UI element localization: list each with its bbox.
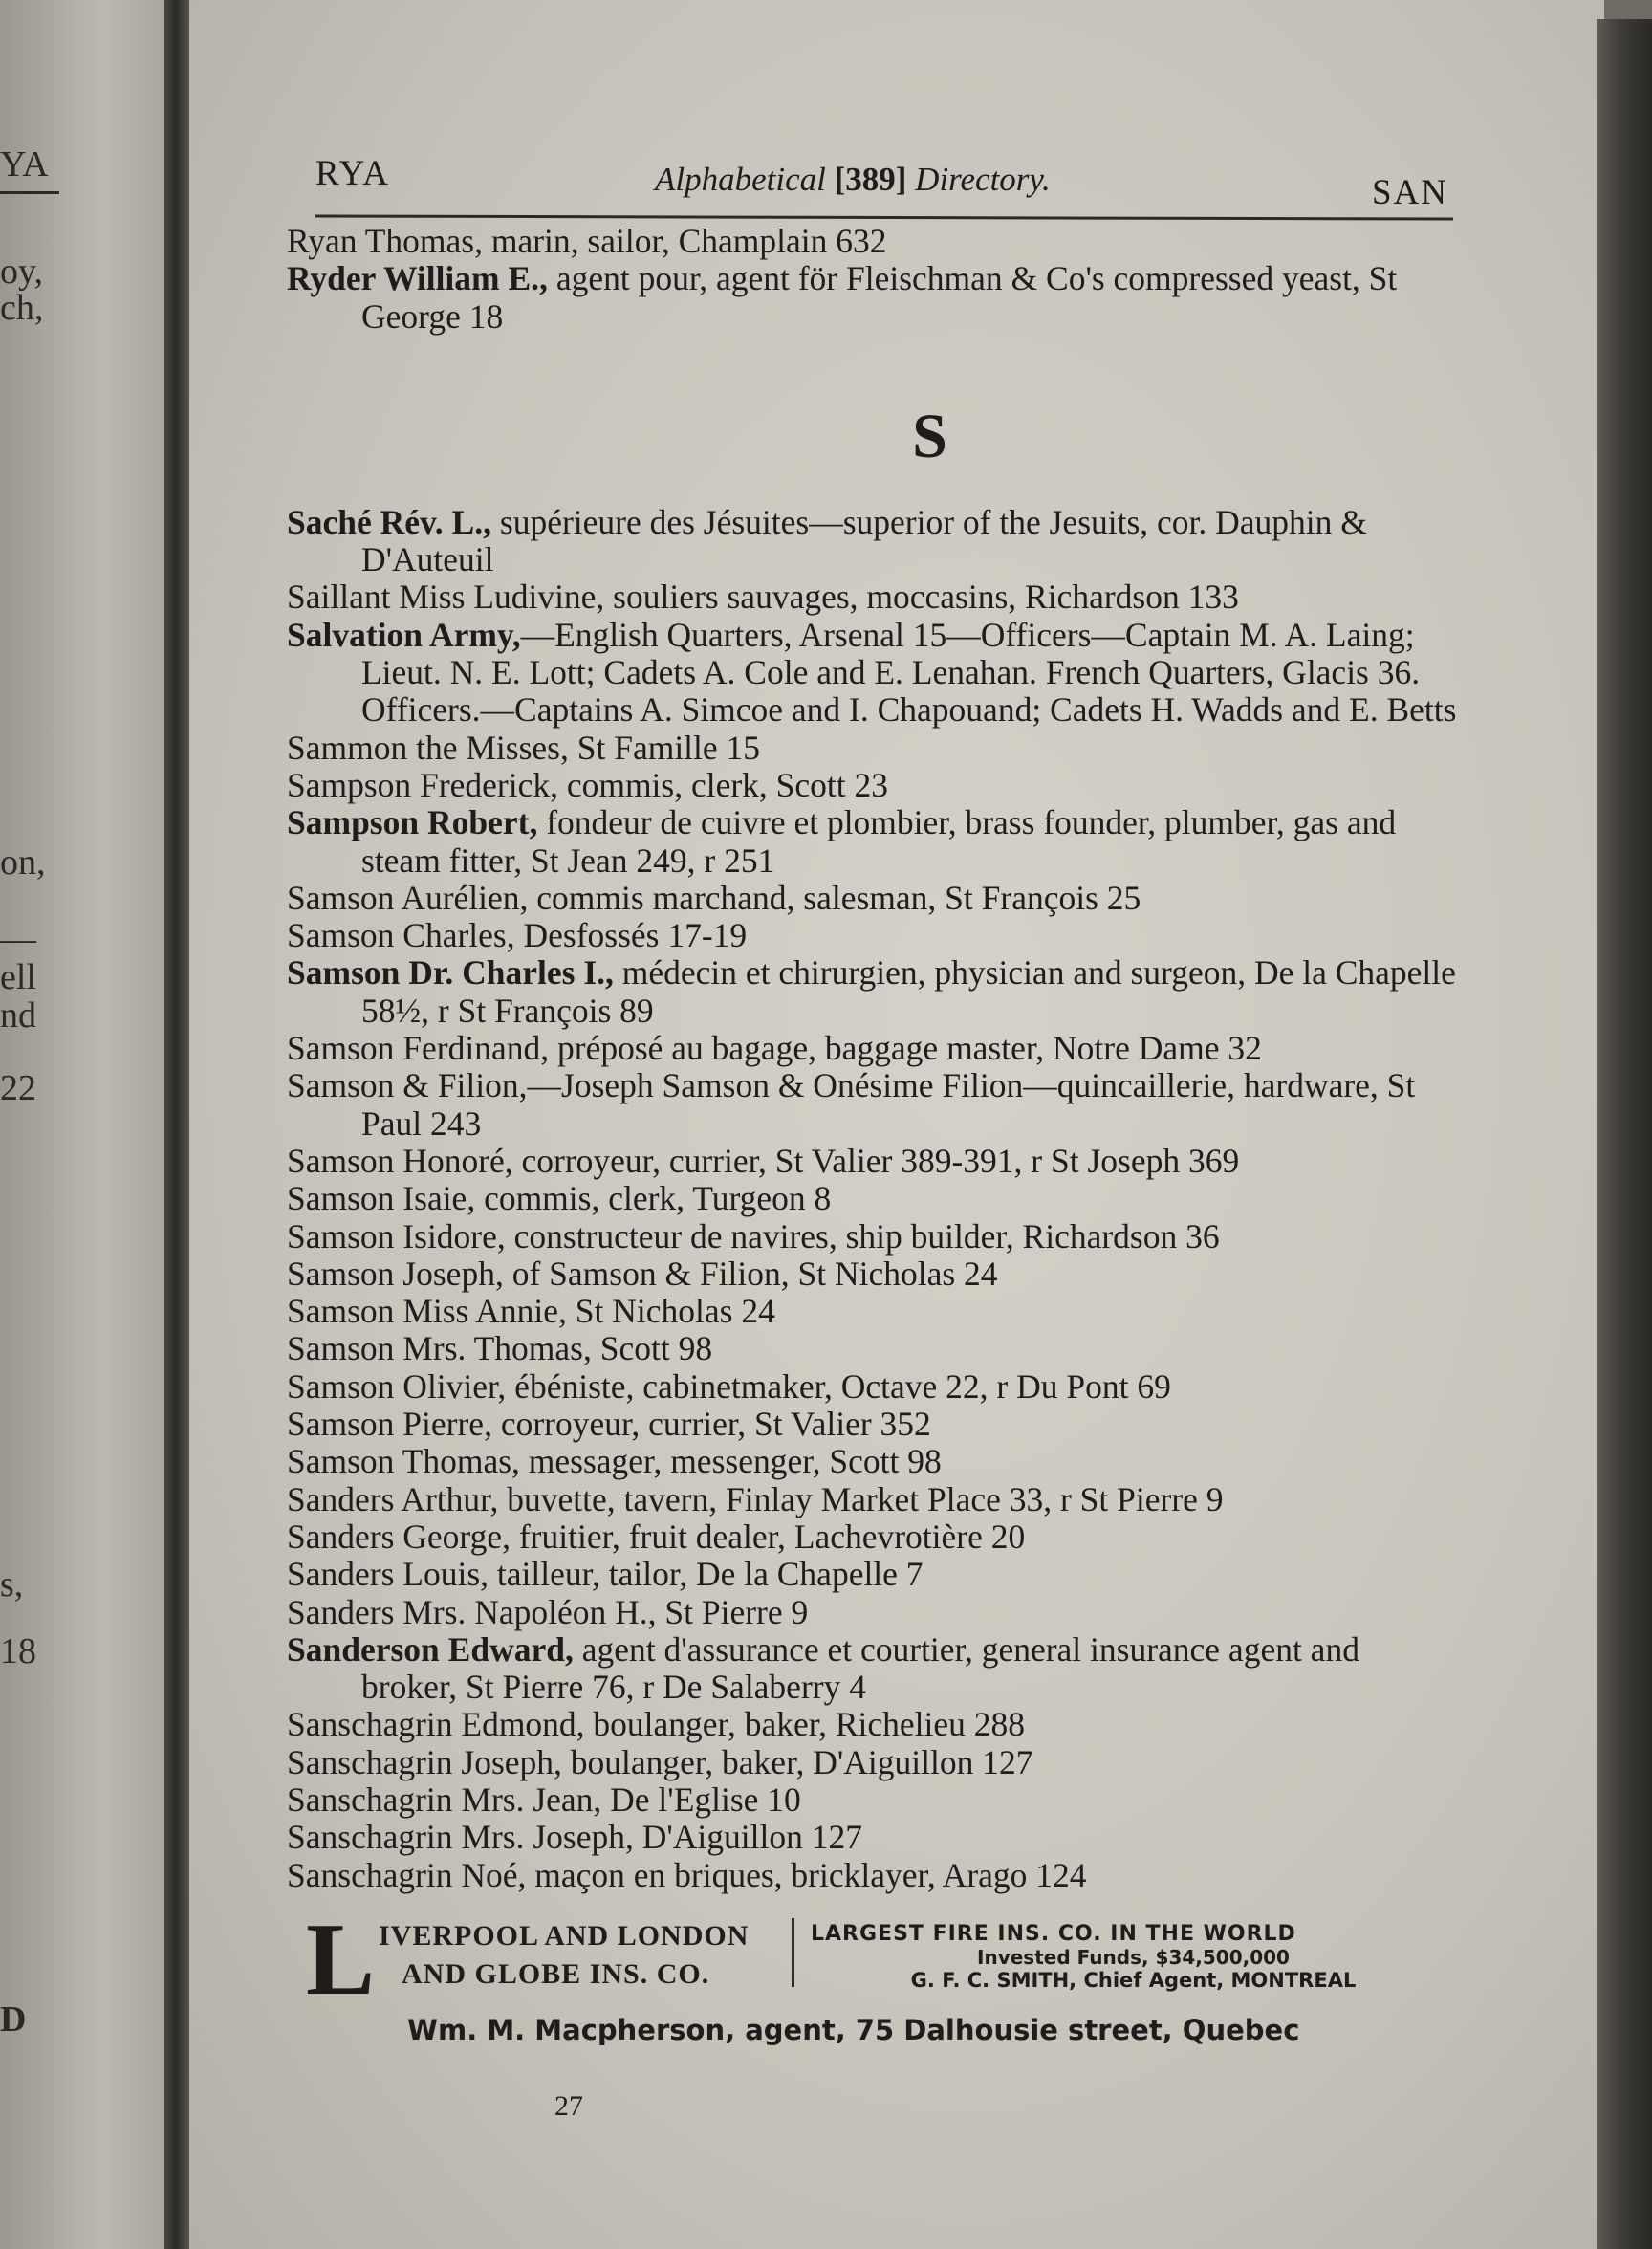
directory-entry [287, 260, 1458, 336]
ad-chief-agent: G. F. C. SMITH, Chief Agent, MONTREAL [910, 1969, 1357, 1992]
left-page-text-fragment: — [0, 919, 36, 959]
entry-text: Samson Joseph, of Samson & Filion, St Nicholas 24 [287, 1254, 998, 1293]
left-page-text-fragment: on, [0, 842, 46, 883]
directory-entry [287, 954, 1458, 1030]
spacer [287, 336, 1458, 391]
entry-text: Sampson Frederick, commis, clerk, Scott 23 [287, 765, 889, 804]
entry-text: Samson Honoré, corroyeur, currier, St Valier 389-391, r St Joseph 369 [287, 1141, 1240, 1180]
header-title-text: Directory. [906, 161, 1051, 198]
directory-entry [287, 1819, 1458, 1856]
entry-text: Sanschagrin Joseph, boulanger, baker, D'Aiguillon 127 [287, 1742, 1033, 1781]
entry-text: Samson Miss Annie, St Nicholas 24 [287, 1292, 775, 1331]
entry-text: Samson Ferdinand, préposé au bagage, baggage master, Notre Dame 32 [287, 1029, 1262, 1068]
directory-entry [287, 880, 1458, 917]
entry-text: Saillant Miss Ludivine, souliers sauvages, moccasins, Richardson 133 [287, 578, 1239, 617]
directory-entry [287, 1481, 1458, 1518]
left-page-text-fragment: oy, [0, 251, 44, 292]
ad-company-name [379, 1917, 749, 1994]
insurance-advertisement [287, 1903, 1458, 2065]
entry-bold-name: Samson Dr. Charles I., [287, 953, 614, 993]
ad-local-agent: Wm. M. Macpherson, agent, 75 Dalhousie street, Quebec [407, 2014, 1300, 2046]
directory-entry [287, 1330, 1458, 1367]
entry-text: Samson Thomas, messager, messenger, Scott 98 [287, 1442, 942, 1481]
entry-bold-name: Sanderson Edward, [287, 1629, 574, 1669]
entry-text: Samson Olivier, ébéniste, cabinetmaker, Octave 22, r Du Pont 69 [287, 1366, 1171, 1406]
directory-entry [287, 767, 1458, 804]
left-page-text-fragment: 22 [0, 1068, 36, 1108]
left-page-header-rule [0, 191, 59, 194]
left-page-text-fragment: ch, [0, 288, 44, 328]
entry-text: Samson Mrs. Thomas, Scott 98 [287, 1329, 713, 1368]
left-page-text-fragment: 18 [0, 1631, 36, 1671]
entry-text: Samson Isaie, commis, clerk, Turgeon 8 [287, 1179, 832, 1218]
entry-text: Sanders Mrs. Napoléon H., St Pierre 9 [287, 1592, 809, 1631]
entry-text: Ryan Thomas, marin, sailor, Champlain 632 [287, 222, 887, 260]
directory-entry [287, 1256, 1458, 1293]
directory-entry [287, 1556, 1458, 1593]
page-edge [1597, 19, 1652, 2249]
entry-text: agent pour, agent för Fleischman & Co's compressed yeast, St George 18 [361, 259, 1398, 336]
header-last-key: SAN [1371, 173, 1448, 212]
directory-entry [287, 1406, 1458, 1443]
entry-text: Samson Pierre, corroyeur, currier, St Valier 352 [287, 1405, 931, 1444]
entry-text: Sanschagrin Noé, maçon en briques, bricklayer, Arago 124 [287, 1855, 1087, 1894]
directory-entry [287, 1706, 1458, 1743]
ad-divider [792, 1918, 794, 1987]
header-title [655, 161, 1051, 199]
directory-entry [287, 617, 1458, 730]
entry-text: fondeur de cuivre et plombier, brass founder, plumber, gas and steam fitter, St Jean 249, r 251 [361, 803, 1397, 880]
entry-text: Samson Charles, Desfossés 17-19 [287, 916, 748, 955]
directory-entry [287, 1631, 1458, 1707]
left-page-header-fragment: YA [0, 144, 49, 185]
entry-bold-name: Ryder William E., [287, 259, 548, 298]
spacer [287, 483, 1458, 504]
entry-bold-name: Saché Rév. L., [287, 502, 491, 541]
directory-entry [287, 804, 1458, 880]
ad-funds: Invested Funds, $34,500,000 [977, 1946, 1290, 1969]
directory-entry [287, 1067, 1458, 1143]
directory-entry [287, 1781, 1458, 1819]
entry-text: Sanschagrin Mrs. Jean, De l'Eglise 10 [287, 1780, 801, 1819]
entry-bold-name: Sampson Robert, [287, 803, 538, 842]
entry-text: Sanders Louis, tailleur, tailor, De la Chapelle 7 [287, 1555, 924, 1594]
directory-listing [287, 223, 1458, 1894]
entry-bold-name: Salvation Army, [287, 615, 521, 654]
ad-tagline: LARGEST FIRE INS. CO. IN THE WORLD [811, 1922, 1296, 1946]
directory-entry [287, 1180, 1458, 1217]
left-page-fragment [0, 0, 172, 2249]
ad-details [811, 1922, 1456, 1992]
left-page-text-fragment: ell [0, 957, 36, 997]
entry-text: Sanders Arthur, buvette, tavern, Finlay Market Place 33, r St Pierre 9 [287, 1479, 1224, 1518]
section-letter: S [912, 401, 947, 471]
directory-entry [287, 579, 1458, 616]
directory-entry [287, 1293, 1458, 1330]
entry-text: Sanschagrin Mrs. Joseph, D'Aiguillon 127 [287, 1818, 862, 1857]
header-page-number: [389] [834, 161, 907, 198]
left-page-text-fragment: nd [0, 995, 36, 1036]
directory-entry [287, 1857, 1458, 1894]
entry-list [287, 504, 1458, 1894]
page-number: 27 [554, 2090, 583, 2122]
header-title-text: Alphabetical [655, 161, 835, 198]
directory-entry [287, 1518, 1458, 1556]
directory-entry [287, 1368, 1458, 1406]
book-gutter [164, 0, 189, 2249]
ad-company-line: AND GLOBE INS. CO. [402, 1958, 710, 1990]
entry-text: Sanders George, fruitier, fruit dealer, Lachevrotière 20 [287, 1517, 1026, 1556]
directory-entry [287, 504, 1458, 579]
directory-entry [287, 1594, 1458, 1631]
directory-entry [287, 1030, 1458, 1067]
left-page-text-fragment: s, [0, 1564, 24, 1605]
directory-entry [287, 917, 1458, 954]
entry-text: supérieure des Jésuites—superior of the Jesuits, cor. Dauphin & D'Auteuil [361, 502, 1367, 579]
entry-text: Samson Aurélien, commis marchand, salesman, St François 25 [287, 878, 1141, 917]
entry-text: Samson Isidore, constructeur de navires, ship builder, Richardson 36 [287, 1216, 1220, 1256]
entry-text: Samson & Filion,—Joseph Samson & Onésime Filion—quincaillerie, hardware, St Paul 243 [287, 1066, 1416, 1143]
ad-company-line: IVERPOOL AND LONDON [379, 1920, 750, 1952]
header-first-key: RYA [315, 154, 390, 193]
running-header [315, 153, 1448, 210]
ad-initial-letter: L [306, 1903, 376, 2017]
left-page-text-fragment: D [0, 1999, 27, 2040]
directory-entry [287, 1443, 1458, 1480]
entry-text: agent d'assurance et courtier, general insurance agent and broker, St Pierre 76, r De Salaberry 4 [361, 1629, 1359, 1707]
directory-entry [287, 1218, 1458, 1256]
directory-entry [287, 1143, 1458, 1180]
directory-entry [287, 730, 1458, 767]
directory-entry [287, 223, 1458, 260]
entry-text: —English Quarters, Arsenal 15—Officers—Captain M. A. Laing; Lieut. N. E. Lott; Cadets A. Cole and E. Lenahan. French Quarters, Glacis 36. Officers.—Captains A. Simcoe and I. Chapouand; Cadets H. Wadds and E. Betts [361, 615, 1457, 730]
entry-text: médecin et chirurgien, physician and surgeon, De la Chapelle 58½, r St François 89 [361, 953, 1456, 1030]
entry-text: Sanschagrin Edmond, boulanger, baker, Richelieu 288 [287, 1705, 1026, 1744]
directory-entry [287, 1744, 1458, 1781]
entry-text: Sammon the Misses, St Famille 15 [287, 728, 761, 767]
